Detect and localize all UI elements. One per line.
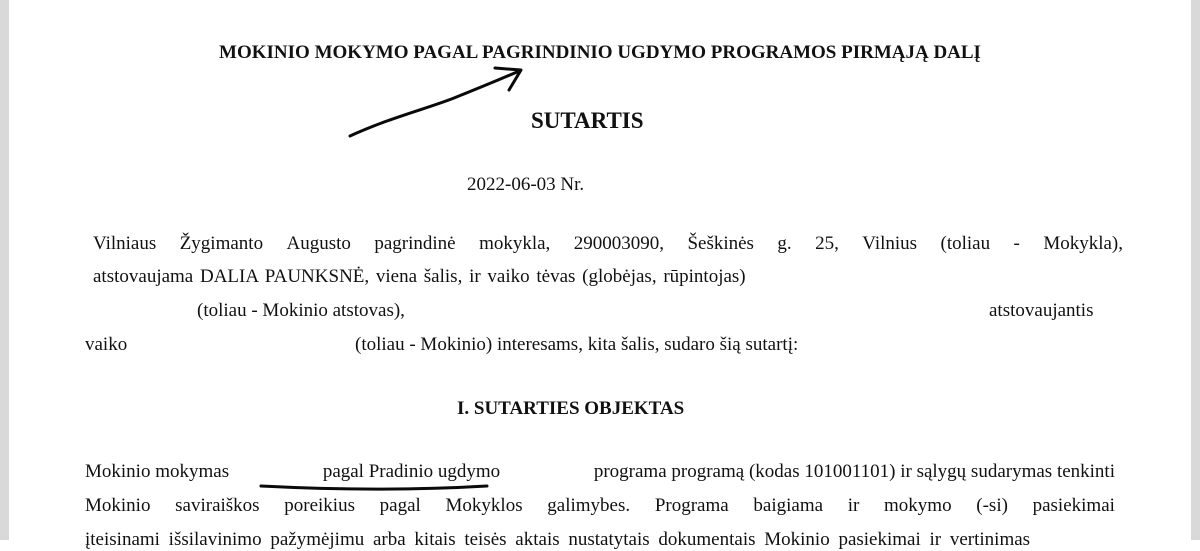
line-segment: Mokinio mokymas <box>85 461 230 482</box>
word: - <box>1013 233 1020 254</box>
document-page <box>9 0 1191 550</box>
document-title: MOKINIO MOKYMO PAGAL PAGRINDINIO UGDYMO PROGRAMOS PIRMĄJĄ DALĮ <box>219 42 981 63</box>
word: ir <box>847 495 860 516</box>
word: pagrindinė <box>374 233 456 254</box>
page-edge-right <box>1191 0 1200 540</box>
handwritten-underline <box>261 486 487 489</box>
word: Vilniaus <box>93 233 157 254</box>
word: mokykla, <box>479 233 551 254</box>
word: pagal <box>379 495 421 516</box>
date-number-line: 2022-06-03 Nr. <box>467 174 585 195</box>
word: Augusto <box>286 233 351 254</box>
handwritten-arrow-stroke <box>350 72 517 136</box>
document-subtitle: SUTARTIS <box>531 108 644 133</box>
word: Žygimanto <box>179 233 264 254</box>
intro-line-3-right: atstovaujantis <box>989 300 1094 321</box>
intro-line-4-right: (toliau - Mokinio) interesams, kita šalis, sudaro šią sutartį: <box>355 334 799 355</box>
word: pasiekimai <box>1032 495 1115 516</box>
word: Programa <box>654 495 729 516</box>
word: Vilnius <box>862 233 918 254</box>
word: poreikius <box>284 495 355 516</box>
section-paragraph-line-3: įteisinami išsilavinimo pažymėjimu arba kitais teisės aktais nustatytais dokumentais Mokinio pasiekimai ir vertinimas <box>85 529 1031 550</box>
intro-line-4-left: vaiko <box>85 334 128 355</box>
word: 290003090, <box>573 233 664 254</box>
word: (-si) <box>976 495 1008 516</box>
word: Mokinio <box>85 495 151 516</box>
word: baigiama <box>753 495 824 516</box>
word: Mokykla), <box>1043 233 1123 254</box>
page-edge-left <box>0 0 9 540</box>
section-heading: I. SUTARTIES OBJEKTAS <box>457 398 685 419</box>
word: Šeškinės <box>687 233 754 254</box>
word: galimybes. <box>547 495 631 516</box>
ink-annotation-layer <box>9 0 1191 540</box>
word: saviraiškos <box>175 495 260 516</box>
line-segment: programa programą (kodas 101001101) ir sąlygų sudarymas tenkinti <box>593 461 1115 482</box>
intro-line-3-left: (toliau - Mokinio atstovas), <box>197 300 405 321</box>
word: 25, <box>815 233 839 254</box>
word: mokymo <box>884 495 952 516</box>
word: (toliau <box>940 233 991 254</box>
underlined-phrase: pagal Pradinio ugdymo <box>322 461 501 482</box>
intro-line-2: atstovaujama DALIA PAUNKSNĖ, viena šalis, ir vaiko tėvas (globėjas, rūpintojas) <box>93 266 746 287</box>
word: Mokyklos <box>445 495 523 516</box>
word: g. <box>777 233 792 254</box>
